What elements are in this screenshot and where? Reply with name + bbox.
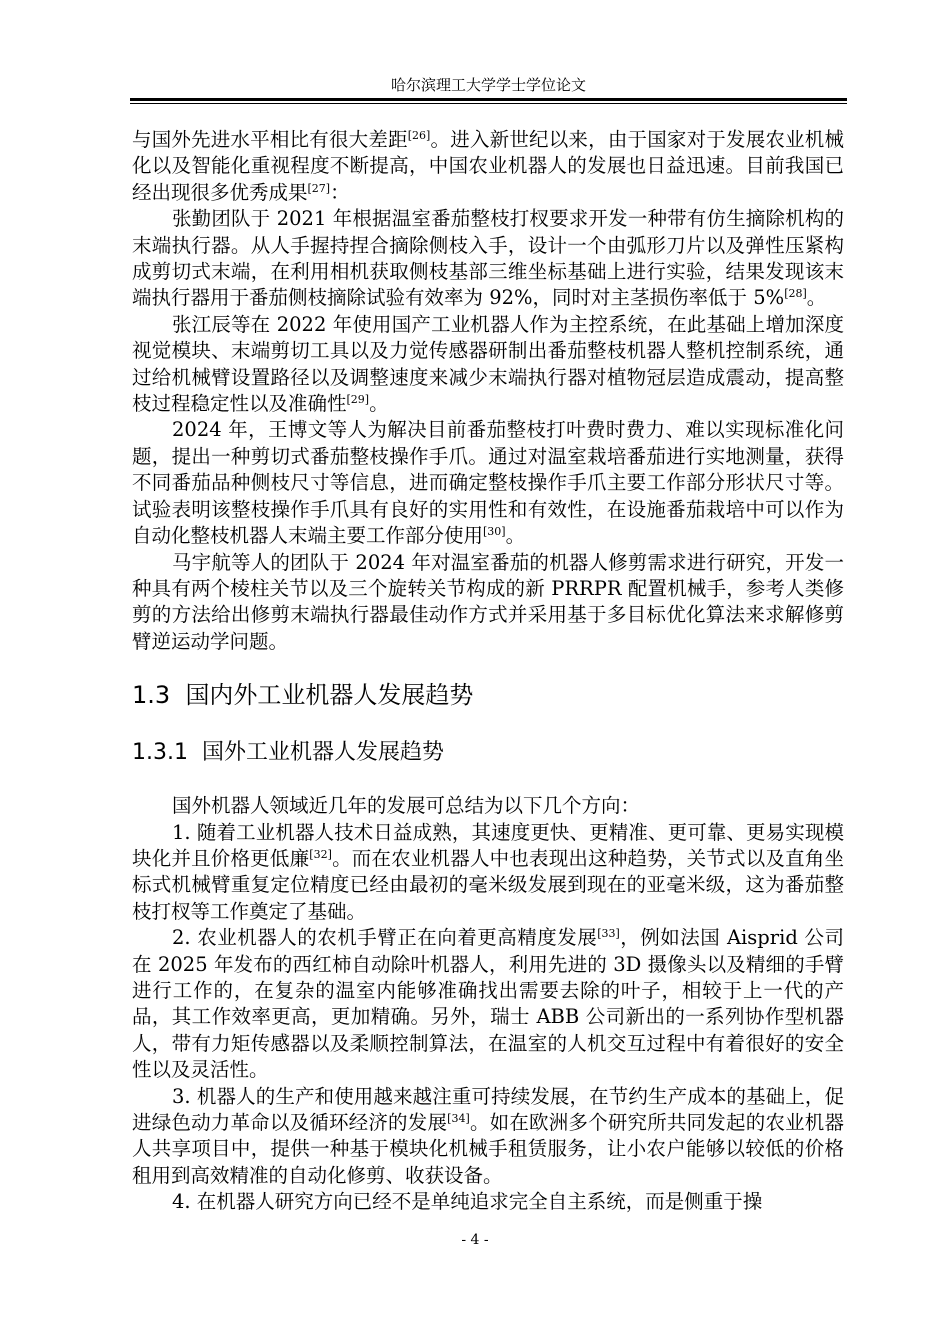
body-paragraph: 3. 机器人的生产和使用越来越注重可持续发展，在节约生产成本的基础上，促进绿色动力革命以及循环经济的发展[34]。如在欧洲多个研究所共同发起的农业机器人共享项目中，提供一种基于模块化机械手租赁服务，让小农户能够以较低的价格租用到高效精准的自动化修剪、收获设备。 (132, 1084, 844, 1187)
subsection-heading: 1.3.1 国外工业机器人发展趋势 (132, 740, 444, 766)
header-rule-thin (130, 103, 847, 104)
body-paragraph: 1. 随着工业机器人技术日益成熟，其速度更快、更精准、更可靠、更易实现模块化并且价格更低廉[32]。而在农业机器人中也表现出这种趋势，关节式以及直角坐标式机械臂重复定位精度已经由最初的毫米级发展到现在的亚毫米级，这为番茄整枝打杈等工作奠定了基础。 (132, 820, 844, 923)
citation: [29] (346, 393, 370, 407)
citation: [28] (784, 287, 807, 301)
body-paragraph: 2024 年，王博文等人为解决目前番茄整枝打叶费时费力、难以实现标准化问题，提出一种剪切式番茄整枝操作手爪。通过对温室栽培番茄进行实地测量，获得不同番茄品种侧枝尺寸等信息，进而确定整枝操作手爪主要工作部分形状尺寸等。试验表明该整枝操作手爪具有良好的实用性和有效性，在设施番茄栽培中可以作为自动化整枝机器人末端主要工作部分使用[30]。 (132, 418, 844, 548)
page-body (132, 127, 844, 1216)
section-heading: 1.3 国内外工业机器人发展趋势 (132, 681, 474, 710)
citation: [27] (307, 181, 331, 195)
citation: [30] (483, 525, 506, 539)
body-paragraph: 4. 在机器人研究方向已经不是单纯追求完全自主系统，而是侧重于操 (172, 1190, 763, 1214)
body-paragraph: 张江辰等在 2022 年使用国产工业机器人作为主控系统，在此基础上增加深度视觉模块、末端剪切工具以及力觉传感器研制出番茄整枝机器人整机控制系统，通过给机械臂设置路径以及调整速度来减少末端执行器对植物冠层造成震动，提高整枝过程稳定性以及准确性[29]。 (132, 312, 844, 416)
citation: [26] (407, 129, 431, 142)
running-header: 哈尔滨理工大学学士学位论文 (390, 76, 586, 94)
citation: [33] (597, 927, 620, 941)
body-paragraph: 2. 农业机器人的农机手臂正在向着更高精度发展[33]，例如法国 Aisprid 公司在 2025 年发布的西红柿自动除叶机器人，利用先进的 3D 摄像头以及精细的手臂进行工作的，在复杂的温室内能够准确找出需要去除的叶子，相较于上一代的产品，其工作效率更高，更加精确。另外，瑞士 ABB 公司新出的一系列协作型机器人，带有力矩传感器以及柔顺控制算法，在温室的人机交互过程中有着很好的安全性以及灵活性。 (132, 926, 844, 1082)
body-paragraph: 马宇航等人的团队于 2024 年对温室番茄的机器人修剪需求进行研究，开发一种具有两个棱柱关节以及三个旋转关节构成的新 PRRPR 配置机械手，参考人类修剪的方法给出修剪末端执行器最佳动作方式并采用基于多目标优化算法来求解修剪臂逆运动学问题。 (132, 550, 844, 653)
body-paragraph: 与国外先进水平相比有很大差距[26]。进入新世纪以来，由于国家对于发展农业机械化以及智能化重视程度不断提高，中国农业机器人的发展也日益迅速。目前我国已经出现很多优秀成果[27]： (132, 128, 844, 204)
header-rule-thick (130, 98, 847, 101)
body-paragraph: 张勤团队于 2021 年根据温室番茄整枝打杈要求开发一种带有仿生摘除机构的末端执行器。从人手握持捏合摘除侧枝入手，设计一个由弧形刀片以及弹性压紧构成剪切式末端，在利用相机获取侧枝基部三维坐标基础上进行实验，结果发现该末端执行器用于番茄侧枝摘除试验有效率为 92%，同时对主茎损伤率低于 5%[28]。 (132, 207, 844, 310)
citation: [32] (309, 847, 332, 861)
citation: [34] (447, 1112, 470, 1125)
body-paragraph: 国外机器人领域近几年的发展可总结为以下几个方向： (172, 794, 641, 818)
page-number: - 4 - (461, 1232, 489, 1248)
